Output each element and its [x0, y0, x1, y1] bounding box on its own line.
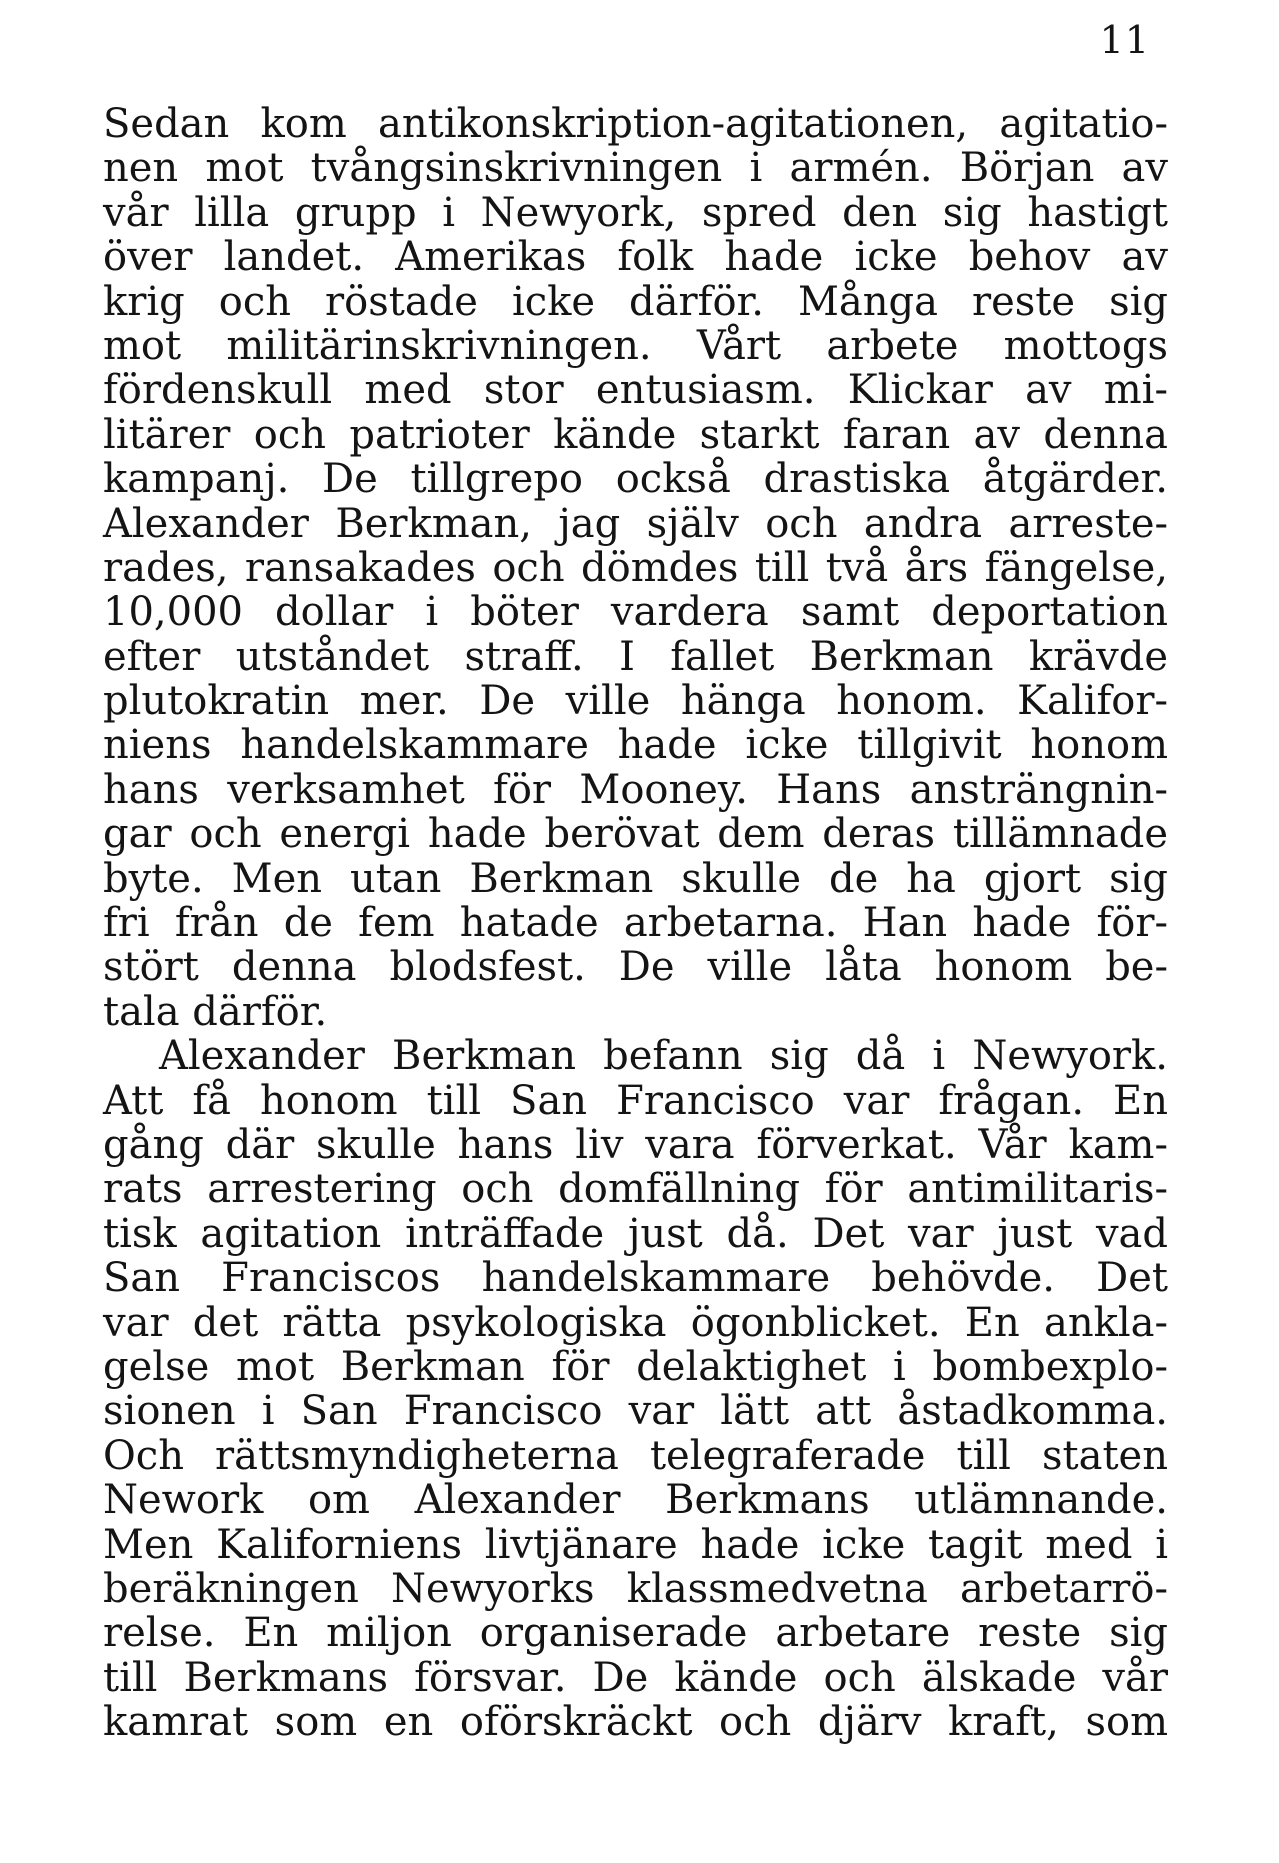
text-line: fördenskull med stor entusiasm. Klickar av mi- [103, 367, 1168, 414]
text-line: var det rätta psykologiska ögonblicket. En ankla- [103, 1299, 1168, 1346]
text-line: nen mot tvångsinskrivningen i armén. Början av [103, 145, 1168, 192]
text-line: Alexander Berkman, jag själv och andra arreste- [103, 500, 1168, 547]
text-line: Sedan kom antikonskription-agitationen, agitatio- [103, 101, 1168, 147]
text-line: tala därför. [103, 988, 328, 1035]
text-line: till Berkmans försvar. De kände och älskade vår [103, 1654, 1168, 1701]
text-line: plutokratin mer. De ville hänga honom. Kalifor- [103, 678, 1168, 725]
paragraph [103, 102, 1168, 1034]
text-line: Alexander Berkman befann sig då i Newyork. [159, 1033, 1168, 1080]
text-line: beräkningen Newyorks klassmedvetna arbetarrö- [103, 1565, 1168, 1612]
text-line: gång där skulle hans liv vara förverkat. Vår kam- [103, 1121, 1168, 1168]
page-number: 11 [1099, 18, 1150, 62]
text-line: rats arrestering och domfällning för antimilitaris- [103, 1166, 1168, 1213]
text-line: gelse mot Berkman för delaktighet i bombexplo- [103, 1343, 1168, 1390]
text-line: Och rättsmyndigheterna telegraferade till staten [103, 1432, 1168, 1479]
text-line: krig och röstade icke därför. Många reste sig [103, 278, 1168, 325]
text-line: 10,000 dollar i böter vardera samt deportation [103, 589, 1168, 636]
text-line: gar och energi hade berövat dem deras tillämnade [103, 811, 1168, 858]
text-line: fri från de fem hatade arbetarna. Han hade för- [103, 900, 1168, 947]
text-line: San Franciscos handelskammare behövde. Det [103, 1255, 1168, 1302]
text-line: sionen i San Francisco var lätt att åstadkomma. [103, 1388, 1168, 1435]
text-line: kampanj. De tillgrepo också drastiska åtgärder. [103, 456, 1168, 503]
body-text [103, 102, 1168, 1744]
text-line: stört denna blodsfest. De ville låta honom be- [103, 944, 1168, 991]
text-line: niens handelskammare hade icke tillgivit honom [103, 722, 1168, 769]
text-line: över landet. Amerikas folk hade icke behov av [103, 234, 1168, 281]
text-line: mot militärinskrivningen. Vårt arbete mottogs [103, 322, 1168, 369]
text-line: efter utståndet straff. I fallet Berkman krävde [103, 633, 1168, 680]
text-line: Nework om Alexander Berkmans utlämnande. [103, 1477, 1168, 1524]
paragraph [103, 1034, 1168, 1744]
text-line: Att få honom till San Francisco var frågan. En [103, 1077, 1168, 1124]
text-line: vår lilla grupp i Newyork, spred den sig hastigt [103, 189, 1168, 236]
text-line: byte. Men utan Berkman skulle de ha gjort sig [103, 855, 1168, 902]
text-line: litärer och patrioter kände starkt faran av denna [103, 411, 1168, 458]
text-line: kamrat som en oförskräckt och djärv kraft, som [103, 1699, 1168, 1746]
text-line: relse. En miljon organiserade arbetare reste sig [103, 1610, 1168, 1657]
text-line: Men Kaliforniens livtjänare hade icke tagit med i [103, 1521, 1168, 1568]
text-line: tisk agitation inträffade just då. Det var just vad [103, 1210, 1168, 1257]
text-line: rades, ransakades och dömdes till två års fängelse, [103, 544, 1168, 591]
text-line: hans verksamhet för Mooney. Hans ansträngnin- [103, 766, 1168, 813]
